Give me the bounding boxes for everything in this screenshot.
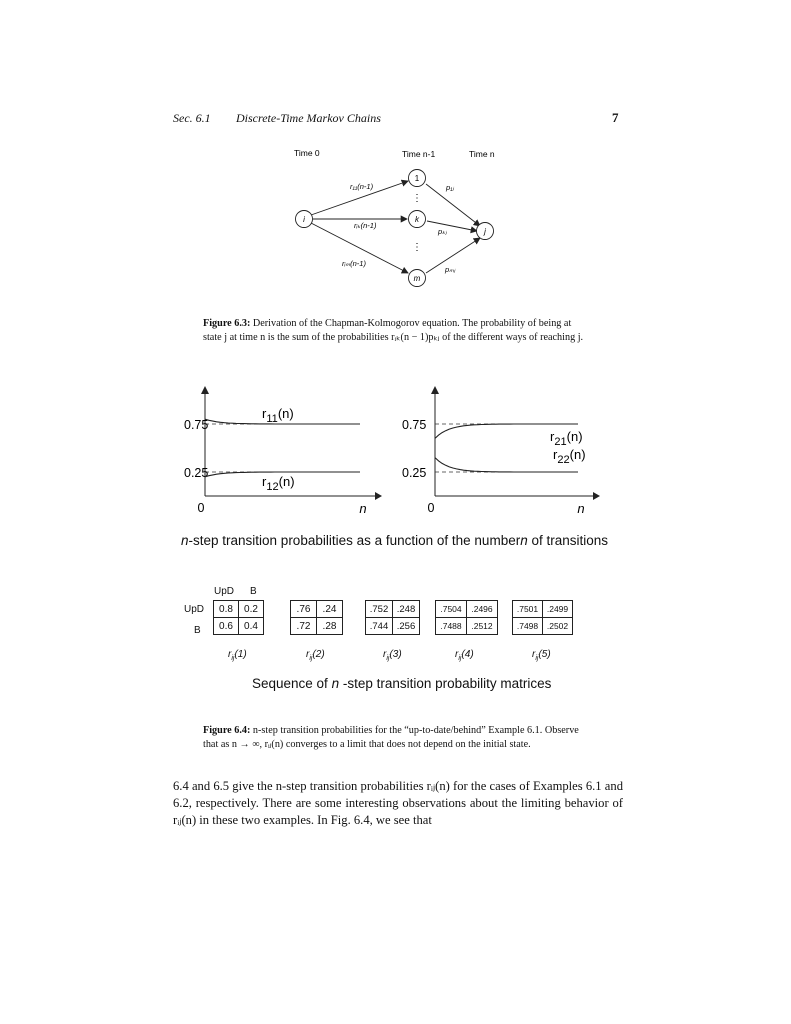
matrix-4-cell: .2496 [467,601,498,618]
body-paragraph: 6.4 and 6.5 give the n-step transition probabilities rᵢⱼ(n) for the cases of Examples 6.1 and 6.2, respectively. There are some interesting observations about the limiting behavior of rᵢⱼ(n) in these two examples. In Fig. 6.4, we see that [173,779,623,827]
header-title: Discrete-Time Markov Chains [236,111,381,125]
matrix-3-cell: .752 [366,601,393,618]
matrix-1-cell: 0.6 [214,618,239,635]
matrices-subtitle-pre: Sequence of [252,676,332,691]
matrix-4-label: $r_{ij}(4)$ [455,649,474,662]
node-j-label: j [484,227,486,236]
matrix-1-cell: 0.2 [239,601,264,618]
matrix-3-label: $r_{ij}(3)$ [383,649,402,662]
charts-subtitle-n: n [520,533,528,548]
figure-6-4-caption-label: Figure 6.4: [203,725,251,736]
matrix-2-cell: .76 [291,601,317,618]
matrix-5-cell: .2499 [543,601,573,618]
matrix-2-cell: .28 [317,618,343,635]
charts-subtitle-pre: -step transition probabilities as a function of the number [188,533,521,548]
matrix-3-cell: .256 [393,618,420,635]
y-tick-label: 0 [427,501,435,515]
matrix-5-cell: .7498 [513,618,543,635]
chart-right [398,378,603,518]
chart-left [180,378,385,518]
matrix-5-cell: .7501 [513,601,543,618]
matrix-col-header-b: B [250,586,257,597]
charts-subtitle [181,533,608,548]
figure-6-3-caption-text: Derivation of the Chapman-Kolmogorov equation. The probability of being at state j at time n is the sum of the probabilities rᵢₖ(n − 1)pₖⱼ of the different ways of reaching j. [203,318,584,343]
matrix-row-header-b: B [194,625,201,636]
matrix-3-cell: .744 [366,618,393,635]
edge-label-rik: rᵢₖ(n-1) [354,221,377,230]
x-axis-arrow [375,492,382,500]
matrix-2 [290,600,343,635]
y-tick-label: 0.25 [402,466,427,480]
y-axis-arrow [201,386,209,394]
ellipsis-lower: ⋮ [412,242,422,253]
matrix-1-cell: 0.4 [239,618,264,635]
matrix-2-label: $r_{ij}(2)$ [306,649,325,662]
edge-label-r11: r₁₁(n-1) [350,182,374,191]
matrix-4-cell: .2512 [467,618,498,635]
edge-label-p1j: p₁ⱼ [446,183,454,192]
node-i-label: i [303,215,305,224]
figure-6-4-caption-text: n-step transition probabilities for the “up-to-date/behind” Example 6.1. Observe that as n → ∞, rᵢⱼ(n) converges to a limit that does not depend on the initial state. [203,725,579,750]
edge-label-rim: rᵢₘ(n-1) [342,259,366,268]
matrix-2-cell: .72 [291,618,317,635]
edge-label-pkj: pₖⱼ [438,227,447,236]
y-tick-label: 0.75 [184,418,209,432]
matrix-1-label: $r_{ij}(1)$ [228,649,247,662]
matrix-5-cell: .2502 [543,618,573,635]
x-axis-label: n [359,501,367,516]
matrix-col-header-upd: UpD [214,586,235,597]
y-axis-arrow [431,386,439,394]
page-number: 7 [612,110,619,125]
matrix-1-cell: 0.8 [214,601,239,618]
x-axis-arrow [593,492,600,500]
series-label-r22: r22(n) [553,447,586,466]
matrix-5 [512,600,573,635]
y-tick-label: 0.75 [402,418,427,432]
figure-6-3-caption-label: Figure 6.3: [203,318,251,329]
node-k-label: k [415,215,419,224]
charts-subtitle-n-start: n [181,533,189,548]
matrix-5-label: $r_{ij}(5)$ [532,649,551,662]
matrix-row-header-upd: UpD [184,604,205,615]
ellipsis-upper: ⋮ [412,193,422,204]
matrix-3 [365,600,420,635]
matrix-4 [435,600,498,635]
matrix-4-cell: .7504 [436,601,467,618]
node-m-label: m [413,274,421,283]
time-label-0: Time 0 [294,148,320,158]
charts-subtitle-post: of transitions [527,533,609,548]
y-tick-label: 0 [197,501,205,515]
matrices-subtitle-n: n [331,676,340,691]
header-section: Sec. 6.1 [173,111,211,125]
figure-6-4-caption [203,724,591,751]
series-label-r12: r12(n) [262,474,295,493]
chapman-kolmogorov-diagram [280,140,520,295]
time-label-n: Time n [469,149,495,159]
edge-label-pmj: pₘⱼ [445,265,456,274]
matrices-subtitle-post: -step transition probability matrices [339,676,552,691]
y-tick-label: 0.25 [184,466,209,480]
matrix-4-cell: .7488 [436,618,467,635]
time-label-n-1: Time n-1 [402,149,436,159]
matrix-2-cell: .24 [317,601,343,618]
series-label-r11: r11(n) [262,406,294,425]
x-axis-label: n [577,501,585,516]
matrices-subtitle [252,676,551,691]
series-label-r21: r21(n) [550,429,583,448]
edge-k-j [427,221,477,231]
matrix-3-cell: .248 [393,601,420,618]
figure-6-3-caption [203,317,591,344]
node-1-label: 1 [414,174,420,183]
matrix-1 [213,600,264,635]
